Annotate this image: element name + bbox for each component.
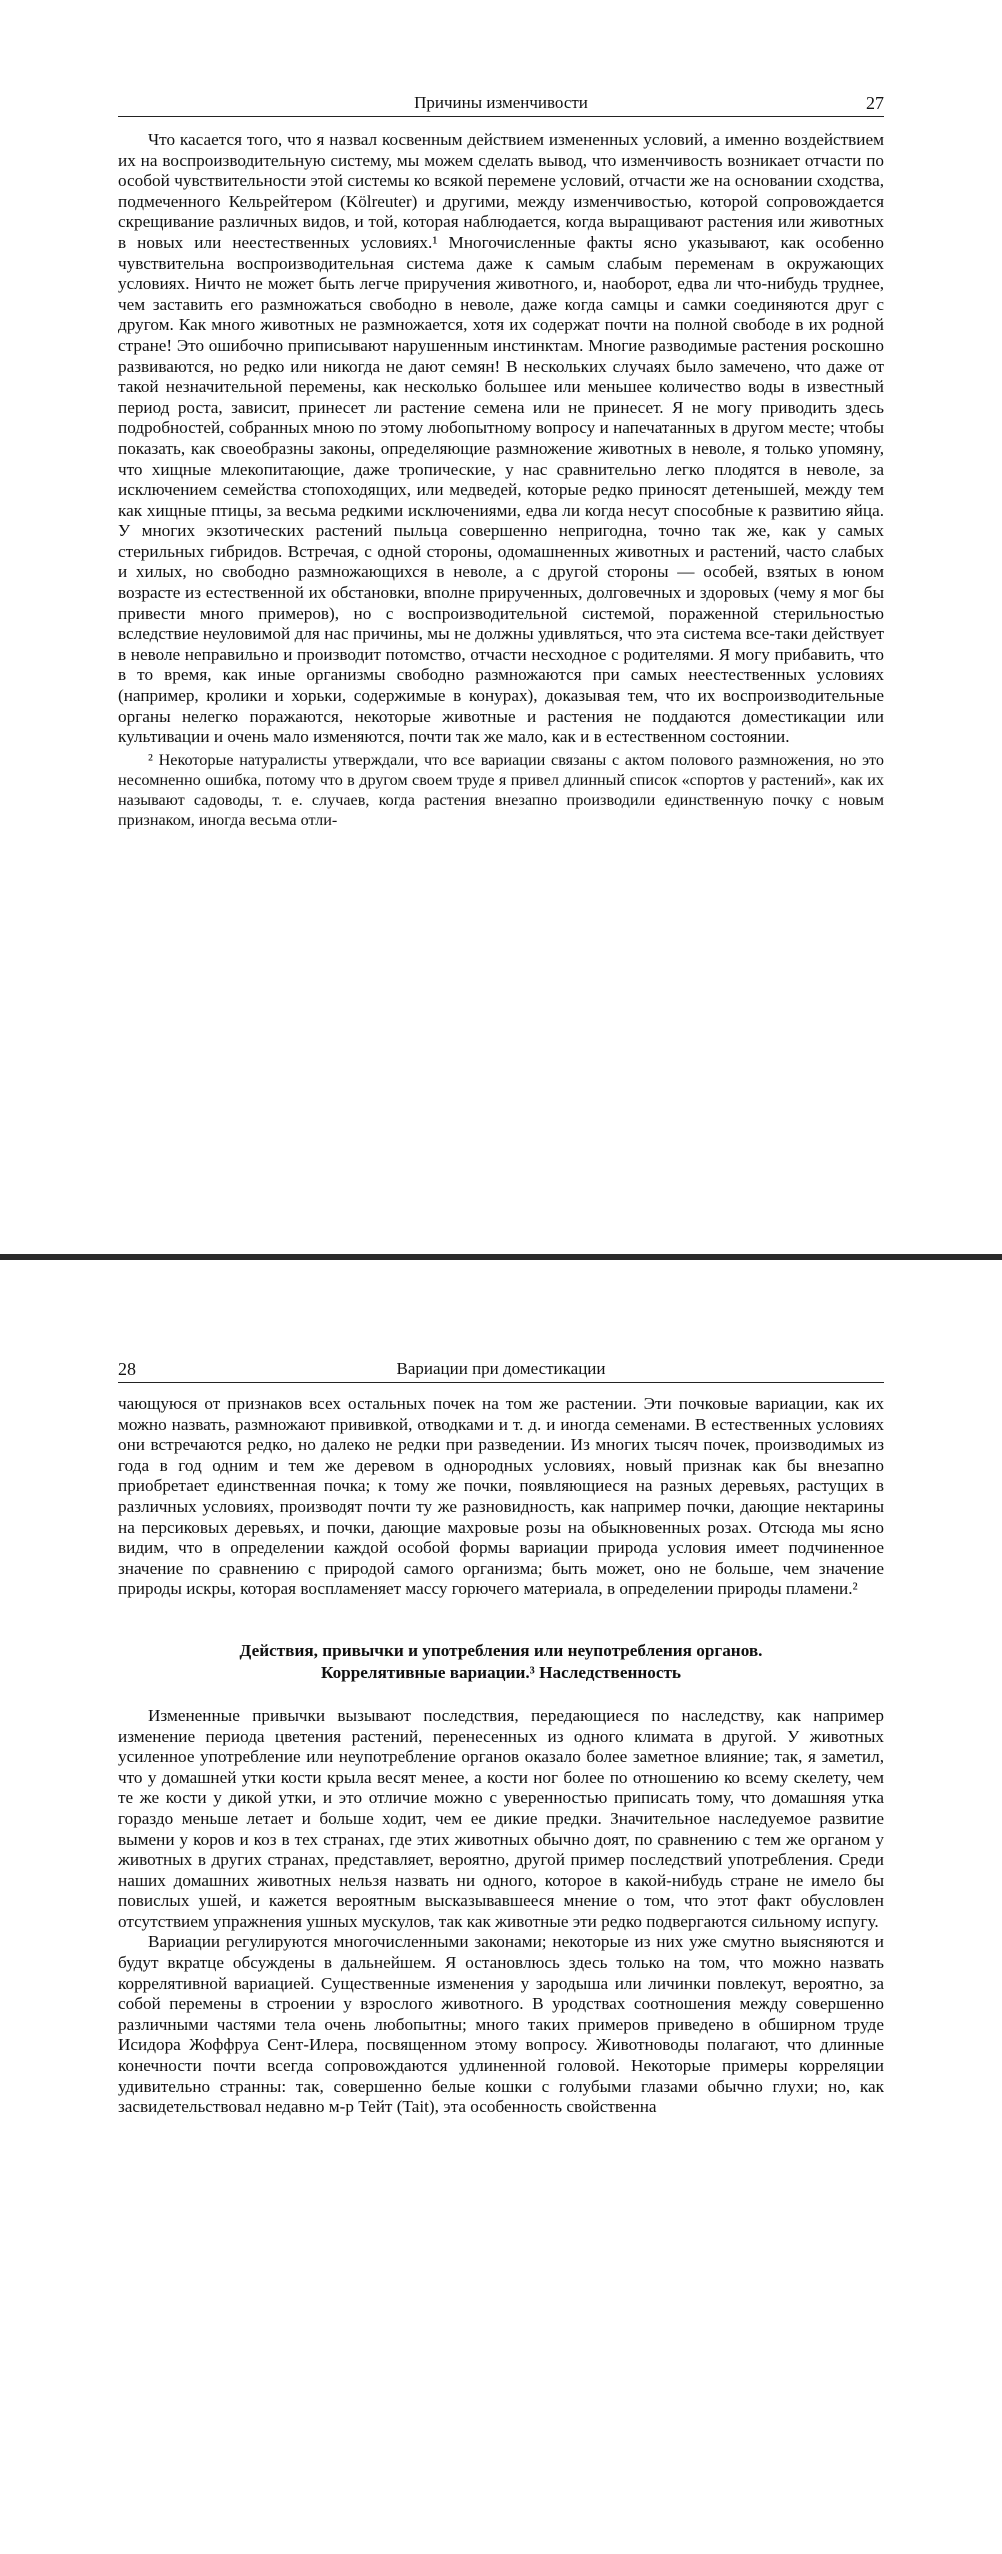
page-number: 27: [866, 93, 884, 113]
body-text: [118, 130, 884, 830]
body-text: [118, 1394, 884, 2118]
page-28: [0, 1260, 1002, 2554]
paragraph: Вариации регулируются многочисленными законами; некоторые из них уже смутно выясняются и будут вкратце обсуждены в дальнейшем. Я остановлюсь здесь только на том, что можно назвать коррелятивной вариацией. Существенные изменения у зародыша или личинки повлекут, вероятно, за собой перемены в строении у взрослого животного. В уродствах соотношения между совершенно различными частями тела очень любопытны; много таких примеров приведено в обширном труде Исидора Жоффруа Сент-Илера, посвященном этому вопросу. Животноводы полагают, что длинные конечности почти всегда сопровождаются удлиненной головой. Некоторые примеры корреляции удивительно странны: так, совершенно белые кошки с голубыми глазами обычно глухи; но, как засвидетельствовал недавно м-р Тейт (Tait), эта особенность свойственна: [118, 1932, 884, 2117]
paragraph: Измененные привычки вызывают последствия, передающиеся по наследству, как например изменение периода цветения растений, перенесенных из одного климата в другой. У животных усиленное употребление или неупотребление органов оказало более заметное влияние; так, я заметил, что у домашней утки кости крыла весят менее, а кости ног более по отношению ко всему скелету, чем те же кости у дикой утки, и это отличие можно с уверенностью приписать тому, что домашняя утка гораздо меньше летает и больше ходит, чем ее дикие предки. Значительное наследуемое развитие вымени у коров и коз в тех странах, где этих животных обычно доят, по сравнению с тем же органом у животных в других странах, представляет, вероятно, другой пример последствий употребления. Среди наших домашних животных нельзя назвать ни одного, которое в какой-нибудь стране не имело бы повислых ушей, и кажется вероятным высказывавшееся мнение о том, что этот факт обусловлен отсутствием упражнения ушных мускулов, так как животные эти редко подвергаются сильному испугу.: [118, 1705, 884, 1931]
paragraph: Что касается того, что я назвал косвенным действием измененных условий, а именно воздействием их на воспроизводительную систему, мы можем сделать вывод, что изменчивость возникает отчасти по особой чувствительности этой системы ко всякой перемене условий, отчасти же на основании сходства, подмеченного Кельрейтером (Kölreuter) и другими, между изменчивостью, которой сопровождается скрещивание различных видов, и той, которая наблюдается, когда выращивают растения или животных в новых или неестественных условиях.¹ Многочисленные факты ясно указывают, как особенно чувствительна воспроизводительная система даже к самым слабым переменам в окружающих условиях. Ничто не может быть легче приручения животного, и, наоборот, едва ли что-нибудь труднее, чем заставить его размножаться свободно в неволе, даже когда самцы и самки соединяются друг с другом. Как много животных не размножается, хотя их содержат почти на полной свободе в их родной стране! Это ошибочно приписывают нарушенным инстинктам. Многие разводимые растения роскошно развиваются, но редко или никогда не дают семян! В нескольких случаях было замечено, что даже от такой незначительной перемены, как несколько большее или меньшее количество воды в известный период роста, зависит, принесет ли растение семена или не принесет. Я не могу приводить здесь подробностей, собранных мною по этому любопытному вопросу и напечатанных в другом месте; чтобы показать, как своеобразны законы, определяющие размножение животных в неволе, я только упомяну, что хищные млекопитающие, даже тропические, у нас сравнительно легко плодятся в неволе, за исключением семейства стопоходящих, или медведей, которые редко приносят детенышей, между тем как хищные птицы, за весьма редкими исключениями, едва ли когда несут способные к развитию яйца. У многих экзотических растений пыльца совершенно непригодна, точно так же, как у самых стерильных гибридов. Встречая, с одной стороны, одомашненных животных и растений, часто слабых и хилых, но свободно размножающихся в неволе, а с другой стороны — особей, взятых в юном возрасте из естественной их обстановки, вполне прирученных, долговечных и здоровых (чему я мог бы привести много примеров), но с воспроизводительной системой, пораженной стерильностью вследствие неуловимой для нас причины, мы не должны удивляться, что эта система все-таки действует в неволе неправильно и производит потомство, отчасти несходное с родителями. Я могу прибавить, что в то время, как иные организмы свободно размножаются при самых неестественных условиях (например, кролики и хорьки, содержимые в конурах), доказывая тем, что их воспроизводительные органы нелегко поражаются, некоторые животные и растения не поддаются доместикации или культивации и очень мало изменяются, почти так же мало, как и в естественном состоянии.: [118, 130, 884, 747]
section-heading-line: Действия, привычки и употребления или неупотребления органов.: [239, 1640, 763, 1660]
section-heading: [118, 1640, 884, 1684]
running-head: [118, 92, 884, 117]
page-number: 28: [118, 1359, 136, 1379]
page-27: [0, 0, 1002, 1254]
running-title: Вариации при доместикации: [396, 1359, 606, 1378]
continued-footnote: чающуюся от признаков всех остальных почек на том же растении. Эти почковые вариации, как их можно назвать, размножают прививкой, отводками и т. д. и иногда семенами. В естественных условиях они встречаются редко, но далеко не редки при разведении. Из многих тысяч почек, производимых из года в год одним и тем же деревом в однородных условиях, новый признак как бы внезапно приобретает единственная почка; к тому же почки, появляющиеся на разных деревьях, растущих в различных условиях, производят почти ту же разновидность, как например почки, дающие нектарины на персиковых деревьях, и почки, дающие махровые розы на обыкновенных розах. Отсюда мы ясно видим, что в определении каждой особой формы вариации природа условия имеет подчиненное значение по сравнению с природой самого организма; быть может, оно не больше, чем значение природы искры, которая воспламеняет массу горючего материала, в определении природы пламени.²: [118, 1394, 884, 1599]
section-heading-line: Коррелятивные вариации.³ Наследственность: [320, 1662, 682, 1682]
footnote: ² Некоторые натуралисты утверждали, что все вариации связаны с актом полового размножения, но это несомненно ошибка, потому что в другом своем труде я привел длинный список «спортов у растений», как их называют садоводы, т. е. случаев, когда растения внезапно производили единственную почку с новым признаком, иногда весьма отли-: [118, 750, 884, 829]
running-head: [118, 1358, 884, 1383]
running-title: Причины изменчивости: [414, 93, 588, 112]
